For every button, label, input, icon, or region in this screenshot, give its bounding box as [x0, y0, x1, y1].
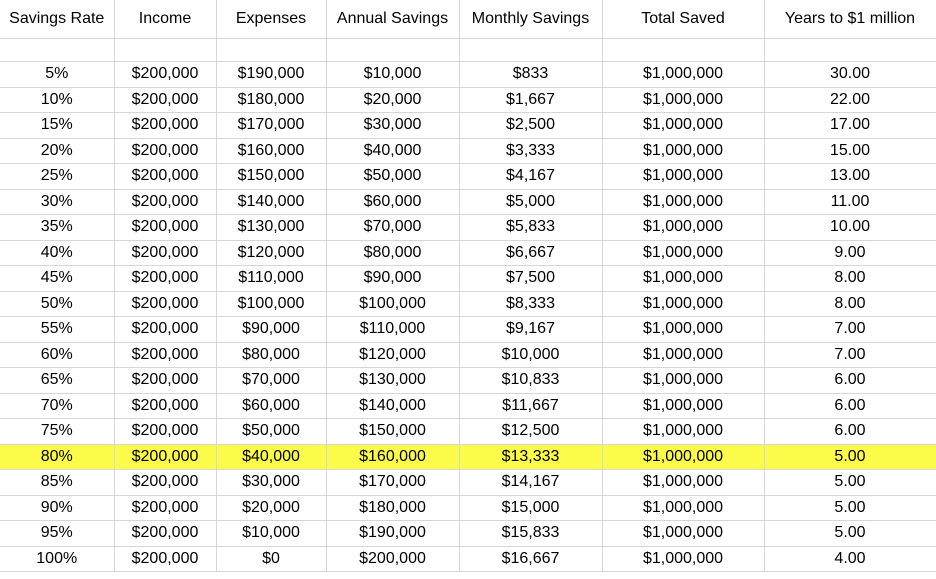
cell-expenses[interactable]: $150,000	[216, 164, 326, 190]
cell-expenses[interactable]: $40,000	[216, 444, 326, 470]
header-cell-annual-savings[interactable]: Annual Savings	[326, 0, 459, 39]
cell-total-saved[interactable]: $1,000,000	[602, 266, 764, 292]
cell-total-saved[interactable]: $1,000,000	[602, 317, 764, 343]
cell-years-to-million[interactable]: 4.00	[764, 546, 936, 572]
cell-annual-savings[interactable]: $10,000	[326, 62, 459, 88]
cell-savings-rate[interactable]: 50%	[0, 291, 114, 317]
cell-savings-rate[interactable]: 10%	[0, 87, 114, 113]
cell-total-saved[interactable]: $1,000,000	[602, 342, 764, 368]
blank-row	[0, 39, 936, 62]
table-row	[0, 62, 936, 88]
cell-years-to-million[interactable]: 5.00	[764, 444, 936, 470]
cell-expenses[interactable]: $120,000	[216, 240, 326, 266]
cell-income[interactable]: $200,000	[114, 419, 216, 445]
cell-total-saved[interactable]: $1,000,000	[602, 164, 764, 190]
cell-expenses[interactable]: $140,000	[216, 189, 326, 215]
cell-total-saved[interactable]: $1,000,000	[602, 62, 764, 88]
cell-years-to-million[interactable]: 7.00	[764, 342, 936, 368]
cell-annual-savings[interactable]: $90,000	[326, 266, 459, 292]
table-row	[0, 138, 936, 164]
cell-years-to-million[interactable]: 11.00	[764, 189, 936, 215]
cell-expenses[interactable]: $100,000	[216, 291, 326, 317]
table-row	[0, 240, 936, 266]
cell-savings-rate[interactable]: 80%	[0, 444, 114, 470]
cell-monthly-savings[interactable]: $15,000	[459, 495, 602, 521]
cell-monthly-savings[interactable]: $12,500	[459, 419, 602, 445]
cell-total-saved[interactable]: $1,000,000	[602, 291, 764, 317]
cell-monthly-savings[interactable]: $6,667	[459, 240, 602, 266]
cell-income[interactable]: $200,000	[114, 215, 216, 241]
cell-monthly-savings[interactable]: $7,500	[459, 266, 602, 292]
cell-expenses[interactable]: $30,000	[216, 470, 326, 496]
cell-years-to-million[interactable]: 5.00	[764, 521, 936, 547]
table-row	[0, 189, 936, 215]
cell-income[interactable]: $200,000	[114, 317, 216, 343]
cell-monthly-savings[interactable]: $1,667	[459, 87, 602, 113]
cell-total-saved[interactable]: $1,000,000	[602, 240, 764, 266]
cell-savings-rate[interactable]: 20%	[0, 138, 114, 164]
header-cell-years-to-million[interactable]: Years to $1 million	[764, 0, 936, 39]
cell-total-saved[interactable]: $1,000,000	[602, 419, 764, 445]
cell-total-saved[interactable]: $1,000,000	[602, 393, 764, 419]
header-cell-monthly-savings[interactable]: Monthly Savings	[459, 0, 602, 39]
cell-annual-savings[interactable]: $60,000	[326, 189, 459, 215]
cell-monthly-savings[interactable]: $15,833	[459, 521, 602, 547]
table-row	[0, 291, 936, 317]
cell-expenses[interactable]: $80,000	[216, 342, 326, 368]
cell-years-to-million[interactable]: 6.00	[764, 419, 936, 445]
cell-total-saved[interactable]: $1,000,000	[602, 368, 764, 394]
table-row	[0, 470, 936, 496]
cell-savings-rate[interactable]: 95%	[0, 521, 114, 547]
cell-expenses[interactable]: $20,000	[216, 495, 326, 521]
cell-income[interactable]: $200,000	[114, 521, 216, 547]
cell-monthly-savings[interactable]: $14,167	[459, 470, 602, 496]
cell-total-saved[interactable]: $1,000,000	[602, 521, 764, 547]
cell-annual-savings[interactable]: $100,000	[326, 291, 459, 317]
cell-expenses[interactable]: $180,000	[216, 87, 326, 113]
cell-total-saved[interactable]: $1,000,000	[602, 546, 764, 572]
cell-years-to-million[interactable]: 7.00	[764, 317, 936, 343]
cell-savings-rate[interactable]: 5%	[0, 62, 114, 88]
cell-annual-savings[interactable]: $70,000	[326, 215, 459, 241]
table-row-highlighted	[0, 444, 936, 470]
cell-expenses[interactable]: $130,000	[216, 215, 326, 241]
cell-monthly-savings[interactable]: $4,167	[459, 164, 602, 190]
empty-cell[interactable]	[459, 39, 602, 62]
cell-income[interactable]: $200,000	[114, 368, 216, 394]
cell-monthly-savings[interactable]: $5,000	[459, 189, 602, 215]
cell-annual-savings[interactable]: $140,000	[326, 393, 459, 419]
cell-annual-savings[interactable]: $50,000	[326, 164, 459, 190]
cell-total-saved[interactable]: $1,000,000	[602, 444, 764, 470]
cell-income[interactable]: $200,000	[114, 393, 216, 419]
cell-years-to-million[interactable]: 30.00	[764, 62, 936, 88]
cell-income[interactable]: $200,000	[114, 113, 216, 139]
table-row	[0, 215, 936, 241]
cell-savings-rate[interactable]: 85%	[0, 470, 114, 496]
cell-savings-rate[interactable]: 30%	[0, 189, 114, 215]
cell-total-saved[interactable]: $1,000,000	[602, 215, 764, 241]
cell-income[interactable]: $200,000	[114, 87, 216, 113]
header-cell-income[interactable]: Income	[114, 0, 216, 39]
cell-annual-savings[interactable]: $30,000	[326, 113, 459, 139]
empty-cell[interactable]	[216, 39, 326, 62]
cell-annual-savings[interactable]: $200,000	[326, 546, 459, 572]
cell-expenses[interactable]: $50,000	[216, 419, 326, 445]
cell-years-to-million[interactable]: 5.00	[764, 495, 936, 521]
cell-income[interactable]: $200,000	[114, 164, 216, 190]
table-row	[0, 342, 936, 368]
empty-cell[interactable]	[0, 39, 114, 62]
cell-years-to-million[interactable]: 15.00	[764, 138, 936, 164]
table-row	[0, 393, 936, 419]
cell-expenses[interactable]: $170,000	[216, 113, 326, 139]
cell-savings-rate[interactable]: 25%	[0, 164, 114, 190]
cell-annual-savings[interactable]: $40,000	[326, 138, 459, 164]
cell-income[interactable]: $200,000	[114, 470, 216, 496]
cell-expenses[interactable]: $90,000	[216, 317, 326, 343]
cell-years-to-million[interactable]: 13.00	[764, 164, 936, 190]
cell-total-saved[interactable]: $1,000,000	[602, 470, 764, 496]
cell-total-saved[interactable]: $1,000,000	[602, 113, 764, 139]
cell-expenses[interactable]: $110,000	[216, 266, 326, 292]
cell-expenses[interactable]: $60,000	[216, 393, 326, 419]
table-row	[0, 546, 936, 572]
cell-income[interactable]: $200,000	[114, 240, 216, 266]
cell-years-to-million[interactable]: 6.00	[764, 393, 936, 419]
cell-total-saved[interactable]: $1,000,000	[602, 189, 764, 215]
cell-annual-savings[interactable]: $160,000	[326, 444, 459, 470]
empty-cell[interactable]	[764, 39, 936, 62]
cell-income[interactable]: $200,000	[114, 138, 216, 164]
cell-monthly-savings[interactable]: $2,500	[459, 113, 602, 139]
cell-annual-savings[interactable]: $180,000	[326, 495, 459, 521]
cell-income[interactable]: $200,000	[114, 546, 216, 572]
cell-income[interactable]: $200,000	[114, 189, 216, 215]
cell-years-to-million[interactable]: 17.00	[764, 113, 936, 139]
cell-monthly-savings[interactable]: $16,667	[459, 546, 602, 572]
cell-years-to-million[interactable]: 9.00	[764, 240, 936, 266]
cell-monthly-savings[interactable]: $833	[459, 62, 602, 88]
cell-annual-savings[interactable]: $120,000	[326, 342, 459, 368]
cell-savings-rate[interactable]: 15%	[0, 113, 114, 139]
cell-monthly-savings[interactable]: $8,333	[459, 291, 602, 317]
cell-savings-rate[interactable]: 70%	[0, 393, 114, 419]
cell-savings-rate[interactable]: 65%	[0, 368, 114, 394]
table-row	[0, 521, 936, 547]
table-row	[0, 419, 936, 445]
table-row	[0, 368, 936, 394]
cell-total-saved[interactable]: $1,000,000	[602, 495, 764, 521]
cell-years-to-million[interactable]: 10.00	[764, 215, 936, 241]
header-cell-expenses[interactable]: Expenses	[216, 0, 326, 39]
empty-cell[interactable]	[326, 39, 459, 62]
cell-total-saved[interactable]: $1,000,000	[602, 87, 764, 113]
cell-annual-savings[interactable]: $20,000	[326, 87, 459, 113]
table-row	[0, 495, 936, 521]
cell-savings-rate[interactable]: 35%	[0, 215, 114, 241]
cell-monthly-savings[interactable]: $9,167	[459, 317, 602, 343]
cell-income[interactable]: $200,000	[114, 495, 216, 521]
cell-annual-savings[interactable]: $190,000	[326, 521, 459, 547]
cell-annual-savings[interactable]: $80,000	[326, 240, 459, 266]
cell-savings-rate[interactable]: 100%	[0, 546, 114, 572]
cell-annual-savings[interactable]: $130,000	[326, 368, 459, 394]
cell-years-to-million[interactable]: 22.00	[764, 87, 936, 113]
table-row	[0, 317, 936, 343]
cell-expenses[interactable]: $0	[216, 546, 326, 572]
empty-cell[interactable]	[602, 39, 764, 62]
cell-savings-rate[interactable]: 60%	[0, 342, 114, 368]
cell-savings-rate[interactable]: 45%	[0, 266, 114, 292]
header-row	[0, 0, 936, 39]
cell-annual-savings[interactable]: $110,000	[326, 317, 459, 343]
cell-savings-rate[interactable]: 75%	[0, 419, 114, 445]
table-row	[0, 266, 936, 292]
table-row	[0, 113, 936, 139]
cell-monthly-savings[interactable]: $10,833	[459, 368, 602, 394]
empty-cell[interactable]	[114, 39, 216, 62]
cell-annual-savings[interactable]: $150,000	[326, 419, 459, 445]
table-row	[0, 164, 936, 190]
cell-income[interactable]: $200,000	[114, 291, 216, 317]
cell-monthly-savings[interactable]: $3,333	[459, 138, 602, 164]
cell-expenses[interactable]: $160,000	[216, 138, 326, 164]
cell-savings-rate[interactable]: 55%	[0, 317, 114, 343]
cell-years-to-million[interactable]: 5.00	[764, 470, 936, 496]
header-cell-savings-rate[interactable]: Savings Rate	[0, 0, 114, 39]
cell-expenses[interactable]: $70,000	[216, 368, 326, 394]
table-row	[0, 87, 936, 113]
header-cell-total-saved[interactable]: Total Saved	[602, 0, 764, 39]
cell-savings-rate[interactable]: 40%	[0, 240, 114, 266]
cell-income[interactable]: $200,000	[114, 62, 216, 88]
cell-income[interactable]: $200,000	[114, 342, 216, 368]
cell-monthly-savings[interactable]: $10,000	[459, 342, 602, 368]
cell-years-to-million[interactable]: 8.00	[764, 291, 936, 317]
cell-savings-rate[interactable]: 90%	[0, 495, 114, 521]
cell-expenses[interactable]: $190,000	[216, 62, 326, 88]
cell-monthly-savings[interactable]: $13,333	[459, 444, 602, 470]
cell-monthly-savings[interactable]: $5,833	[459, 215, 602, 241]
cell-total-saved[interactable]: $1,000,000	[602, 138, 764, 164]
cell-monthly-savings[interactable]: $11,667	[459, 393, 602, 419]
cell-years-to-million[interactable]: 6.00	[764, 368, 936, 394]
cell-income[interactable]: $200,000	[114, 266, 216, 292]
cell-annual-savings[interactable]: $170,000	[326, 470, 459, 496]
cell-income[interactable]: $200,000	[114, 444, 216, 470]
cell-years-to-million[interactable]: 8.00	[764, 266, 936, 292]
cell-expenses[interactable]: $10,000	[216, 521, 326, 547]
